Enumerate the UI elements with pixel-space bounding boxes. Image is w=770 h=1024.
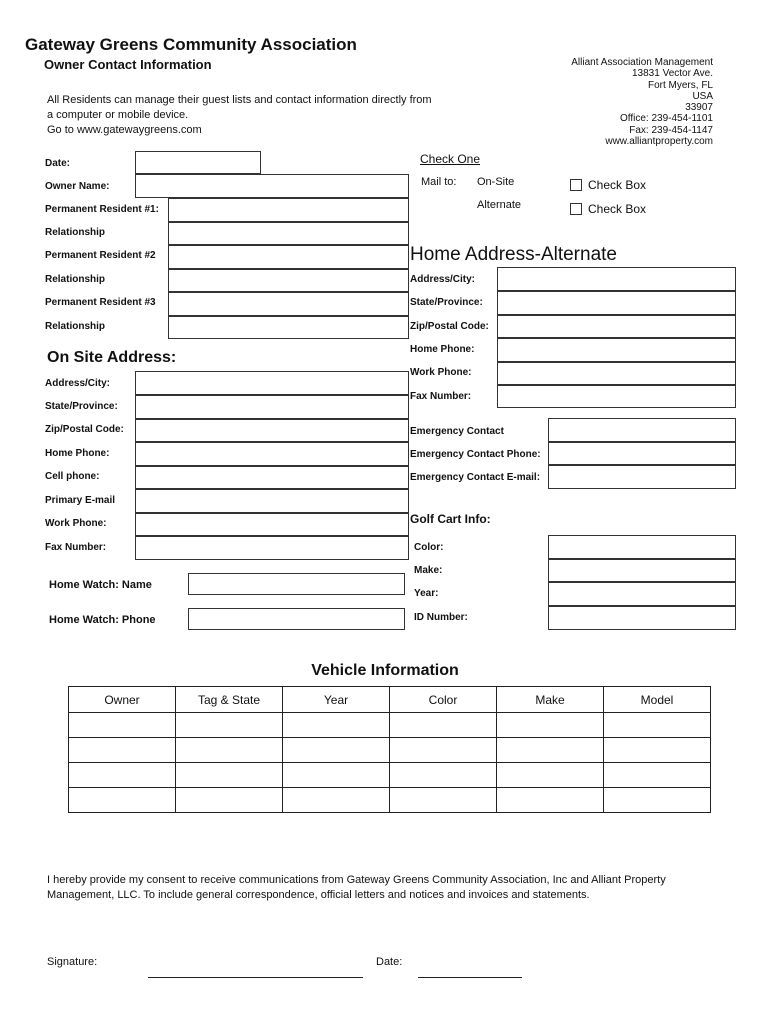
vehicle-cell[interactable] xyxy=(497,763,604,788)
vehicle-col-year: Year xyxy=(283,687,390,713)
onsite-email-label: Primary E-mail xyxy=(45,495,116,506)
alt-address-label: Address/City: xyxy=(410,274,476,285)
consent-line-2: Management, LLC. To include general correspondence, official letters and notices and invoices and statements. xyxy=(47,889,590,901)
golf-id-field[interactable] xyxy=(548,606,736,630)
emergency-contact-label: Emergency Contact xyxy=(410,426,504,437)
onsite-cell-field[interactable] xyxy=(135,466,409,489)
emergency-phone-field[interactable] xyxy=(548,442,736,465)
vehicle-cell[interactable] xyxy=(69,763,176,788)
golf-color-field[interactable] xyxy=(548,535,736,559)
relationship-2-label: Relationship xyxy=(45,274,106,285)
intro-line-2: a computer or mobile device. xyxy=(47,109,189,121)
vehicle-cell[interactable] xyxy=(497,788,604,813)
management-line: Fort Myers, FL xyxy=(647,79,713,91)
signature-date-line[interactable] xyxy=(418,977,522,978)
vehicle-cell[interactable] xyxy=(283,763,390,788)
onsite-address-field[interactable] xyxy=(135,371,409,395)
resident-2-field[interactable] xyxy=(168,245,409,269)
onsite-zip-field[interactable] xyxy=(135,419,409,442)
vehicle-cell[interactable] xyxy=(69,788,176,813)
vehicle-header-row xyxy=(69,687,711,713)
relationship-1-label: Relationship xyxy=(45,227,106,238)
vehicle-cell[interactable] xyxy=(390,788,497,813)
alt-work-phone-label: Work Phone: xyxy=(410,367,472,378)
relationship-1-field[interactable] xyxy=(168,222,409,245)
golf-id-label: ID Number: xyxy=(414,612,468,623)
management-line: Alliant Association Management xyxy=(571,57,713,68)
date-label: Date: xyxy=(45,158,71,169)
resident-3-field[interactable] xyxy=(168,292,409,316)
alt-zip-label: Zip/Postal Code: xyxy=(410,321,489,332)
management-line: Fax: 239-454-1147 xyxy=(629,124,713,136)
home-watch-name-field[interactable] xyxy=(188,573,405,595)
resident-2-label: Permanent Resident #2 xyxy=(45,250,156,261)
onsite-work-phone-label: Work Phone: xyxy=(45,518,107,529)
alt-state-field[interactable] xyxy=(497,291,736,315)
onsite-checkbox[interactable] xyxy=(570,179,582,191)
onsite-email-field[interactable] xyxy=(135,489,409,513)
relationship-3-field[interactable] xyxy=(168,316,409,339)
golf-year-label: Year: xyxy=(414,588,439,599)
vehicle-cell[interactable] xyxy=(390,763,497,788)
form-subtitle: Owner Contact Information xyxy=(44,57,212,72)
vehicle-table xyxy=(68,686,711,813)
emergency-email-field[interactable] xyxy=(548,465,736,489)
vehicle-cell[interactable] xyxy=(604,788,711,813)
onsite-cell-label: Cell phone: xyxy=(45,471,100,482)
vehicle-row xyxy=(69,713,711,738)
onsite-zip-label: Zip/Postal Code: xyxy=(45,424,124,435)
intro-line-1: All Residents can manage their guest lists and contact information directly from xyxy=(47,94,432,106)
signature-label: Signature: xyxy=(47,956,98,968)
onsite-fax-field[interactable] xyxy=(135,536,409,560)
alt-zip-field[interactable] xyxy=(497,315,736,338)
onsite-home-phone-label: Home Phone: xyxy=(45,448,110,459)
alt-home-phone-label: Home Phone: xyxy=(410,344,475,355)
vehicle-cell[interactable] xyxy=(604,713,711,738)
alt-home-phone-field[interactable] xyxy=(497,338,736,362)
golf-make-label: Make: xyxy=(414,565,443,576)
vehicle-col-tag-state: Tag & State xyxy=(176,687,283,713)
emergency-email-label: Emergency Contact E-mail: xyxy=(410,472,541,483)
vehicle-row xyxy=(69,738,711,763)
golf-cart-heading: Golf Cart Info: xyxy=(410,512,491,526)
golf-color-label: Color: xyxy=(414,542,444,553)
vehicle-cell[interactable] xyxy=(390,738,497,763)
vehicle-col-model: Model xyxy=(604,687,711,713)
vehicle-cell[interactable] xyxy=(497,713,604,738)
management-line: USA xyxy=(692,90,713,102)
emergency-contact-field[interactable] xyxy=(548,418,736,442)
management-line: Office: 239-454-1101 xyxy=(619,113,713,125)
alt-state-label: State/Province: xyxy=(410,297,483,308)
date-field[interactable] xyxy=(135,151,261,174)
resident-1-field[interactable] xyxy=(168,198,409,222)
vehicle-cell[interactable] xyxy=(176,738,283,763)
intro-line-3: Go to www.gatewaygreens.com xyxy=(47,124,202,136)
onsite-state-field[interactable] xyxy=(135,395,409,419)
emergency-phone-label: Emergency Contact Phone: xyxy=(410,449,541,460)
management-line: 13831 Vector Ave. xyxy=(632,68,713,80)
alt-address-field[interactable] xyxy=(497,267,736,291)
relationship-2-field[interactable] xyxy=(168,269,409,292)
vehicle-cell[interactable] xyxy=(283,713,390,738)
alternate-checkbox[interactable] xyxy=(570,203,582,215)
onsite-option-label: On-Site xyxy=(477,176,515,188)
vehicle-cell[interactable] xyxy=(497,738,604,763)
onsite-state-label: State/Province: xyxy=(45,401,118,412)
home-watch-phone-label: Home Watch: Phone xyxy=(49,614,156,626)
alt-work-phone-field[interactable] xyxy=(497,362,736,385)
vehicle-heading: Vehicle Information xyxy=(311,662,459,679)
onsite-work-phone-field[interactable] xyxy=(135,513,409,536)
onsite-fax-label: Fax Number: xyxy=(45,542,107,553)
resident-3-label: Permanent Resident #3 xyxy=(45,297,156,308)
checkbox-1-label: Check Box xyxy=(588,178,647,192)
management-line: www.alliantproperty.com xyxy=(605,136,713,148)
vehicle-cell[interactable] xyxy=(604,763,711,788)
vehicle-cell[interactable] xyxy=(283,788,390,813)
onsite-address-heading: On Site Address: xyxy=(47,349,177,366)
onsite-address-label: Address/City: xyxy=(45,378,111,389)
onsite-home-phone-field[interactable] xyxy=(135,442,409,466)
relationship-3-label: Relationship xyxy=(45,321,106,332)
alternate-option-label: Alternate xyxy=(477,199,522,211)
golf-make-field[interactable] xyxy=(548,559,736,582)
vehicle-cell[interactable] xyxy=(283,738,390,763)
vehicle-cell[interactable] xyxy=(390,713,497,738)
vehicle-cell[interactable] xyxy=(176,788,283,813)
owner-name-label: Owner Name: xyxy=(45,181,110,192)
signature-date-label: Date: xyxy=(376,956,403,968)
vehicle-cell[interactable] xyxy=(69,713,176,738)
vehicle-col-color: Color xyxy=(390,687,497,713)
vehicle-row xyxy=(69,763,711,788)
owner-name-field[interactable] xyxy=(135,174,409,198)
home-watch-name-label: Home Watch: Name xyxy=(49,579,152,591)
resident-1-label: Permanent Resident #1: xyxy=(45,204,159,215)
alt-fax-label: Fax Number: xyxy=(410,391,472,402)
golf-year-field[interactable] xyxy=(548,582,736,606)
form-title: Gateway Greens Community Association xyxy=(25,35,357,54)
vehicle-cell[interactable] xyxy=(176,713,283,738)
signature-line[interactable] xyxy=(148,977,363,978)
check-one-label: Check One xyxy=(420,152,481,166)
vehicle-cell[interactable] xyxy=(176,763,283,788)
vehicle-cell[interactable] xyxy=(69,738,176,763)
home-watch-phone-field[interactable] xyxy=(188,608,405,630)
vehicle-col-owner: Owner xyxy=(69,687,176,713)
mail-to-label: Mail to: xyxy=(421,176,457,188)
management-line: 33907 xyxy=(685,102,713,114)
alt-fax-field[interactable] xyxy=(497,385,736,408)
checkbox-2-label: Check Box xyxy=(588,202,647,216)
consent-line-1: I hereby provide my consent to receive communications from Gateway Greens Community Association, Inc and Alliant Property xyxy=(47,874,666,886)
vehicle-row xyxy=(69,788,711,813)
vehicle-col-make: Make xyxy=(497,687,604,713)
alt-address-heading: Home Address-Alternate xyxy=(410,244,617,265)
vehicle-cell[interactable] xyxy=(604,738,711,763)
management-address xyxy=(571,57,713,147)
